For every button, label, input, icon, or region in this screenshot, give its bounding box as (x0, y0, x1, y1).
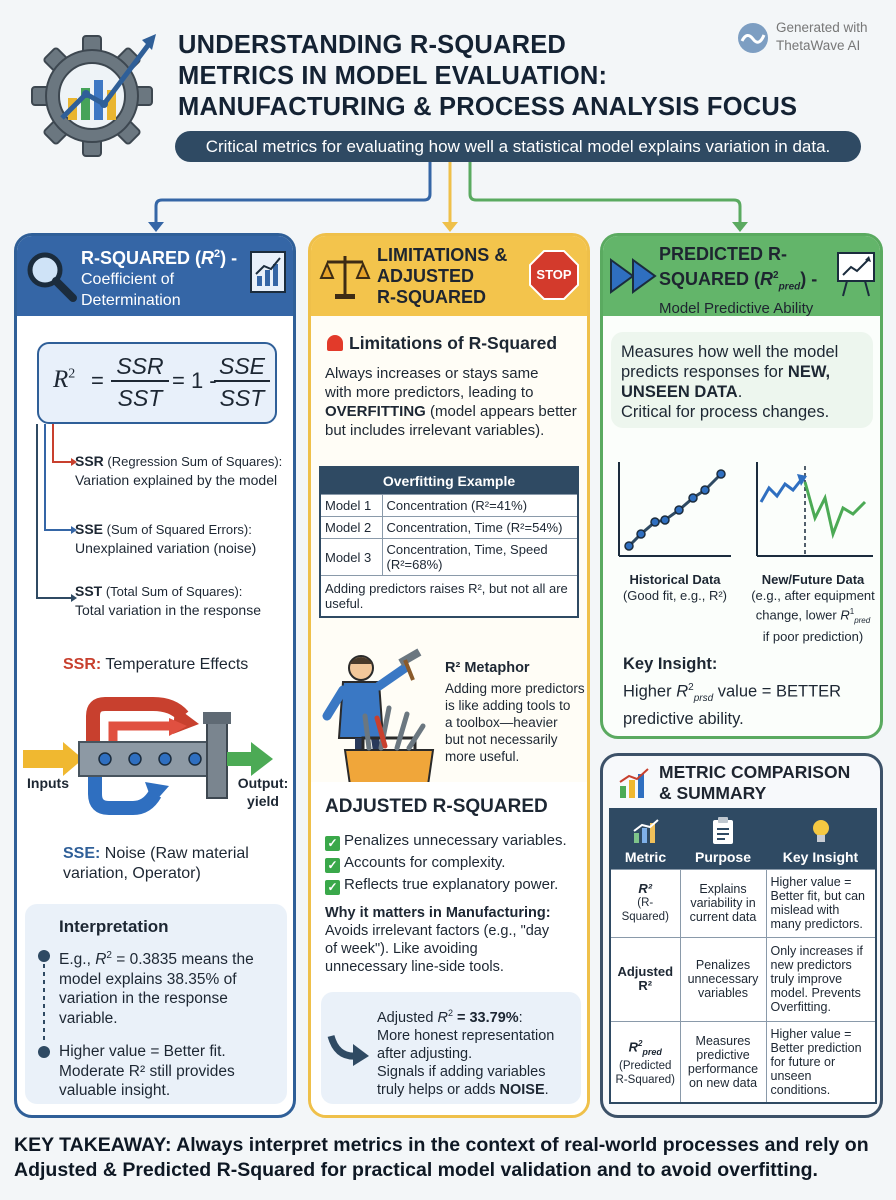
chart-icon (632, 819, 660, 845)
brand-logo-icon (736, 21, 770, 55)
bar-chart-icon (617, 766, 651, 800)
table-row: $R^2_{pred}$ (Predicted R-Squared) Measures predictive performance on new data Higher value = Better prediction for future or unseen conditions. (610, 1021, 876, 1103)
sse-diagram-label: SSE: Noise (Raw material variation, Operator) (63, 845, 249, 882)
historical-data-caption: Historical Data (Good fit, e.g., R²) (622, 572, 728, 603)
magnifier-icon (23, 248, 79, 304)
page-subtitle: Critical metrics for evaluating how well a statistical model explains variation in data. (175, 131, 861, 162)
check-icon: ✓ (325, 836, 340, 851)
sst-definition: SST (Total Sum of Squares): Total variation in the response (75, 583, 261, 618)
presentation-chart-icon (835, 250, 877, 298)
interpretation-box: Interpretation E.g., $R^2 = 0.3835$ means the model explains 38.35% of variation in the response variable. Higher value = Better fit. Moderate R² still provides valuable insight. (25, 904, 287, 1104)
limitations-text: Always increases or stays same with more predictors, leading to OVERFITTING (model appears better but includes irrelevant variables). (325, 365, 577, 439)
future-data-caption: New/Future Data (e.g., after equipment change, lower $R^1_{pred}$ if poor prediction) (751, 572, 875, 644)
chart-document-icon (249, 250, 289, 296)
comparison-table: Metric Purpose Key Insight R² (R-Squared) Explains variability in current data Higher value = Better fit, but can mislead with many predictors. Adjusted R² Penalizes unnecessary variables Only increases if new predictors truly improve model. Prevents Overfitting. $R^2_{pred}$ (Predicted R-Squared) Measures predictive performance on new data Higher value = Better prediction for future or unseen conditions. (609, 808, 877, 1104)
check-icon: ✓ (325, 880, 340, 895)
ssr-diagram-label: SSR: Temperature Effects (63, 656, 249, 673)
gear-chart-logo-icon (22, 28, 164, 160)
table-row: R² (R-Squared) Explains variability in current data Higher value = Better fit, but can mislead with many predictors. (610, 869, 876, 937)
scales-icon (319, 250, 371, 302)
check-icon: ✓ (325, 858, 340, 873)
fast-forward-icon (609, 256, 659, 296)
adjusted-bullets: ✓ Penalizes unnecessary variables. ✓ Accounts for complexity. ✓ Reflects true explanatory power. (325, 830, 567, 896)
key-insight: Key Insight: Higher $R^2_{prsd}$ value = BETTER predictive ability. (623, 655, 842, 728)
lightbulb-icon (809, 817, 833, 845)
curved-arrow-icon (327, 1028, 371, 1068)
historical-fit-chart (611, 458, 733, 568)
predicted-panel (600, 233, 883, 739)
adjusted-heading: ADJUSTED R-SQUARED (325, 796, 548, 817)
page-title: UNDERSTANDING R-SQUARED METRICS IN MODEL EVALUATION: MANUFACTURING & PROCESS ANALYSIS FOCUS (178, 31, 798, 121)
future-prediction-chart (749, 458, 877, 568)
r-squared-header: R-SQUARED $(R^2)$ - Coefficient of Determination (17, 236, 293, 316)
inputs-label: Inputs (27, 775, 69, 791)
sse-definition: SSE (Sum of Squared Errors): Unexplained variation (noise) (75, 521, 257, 556)
limitations-header: LIMITATIONS & ADJUSTED R-SQUARED STOP (311, 236, 587, 316)
key-takeaway: KEY TAKEAWAY: Always interpret metrics in the context of real-world processes and rely on Adjusted & Predicted R-Squared for practical model validation and to avoid overfitting. (14, 1134, 869, 1181)
table-row: Model 1 Concentration (R²=41%) (320, 495, 578, 517)
r-squared-formula: $R^2$ = SSR SST = 1 - SSE SST (37, 342, 277, 424)
metaphor-text: R² Metaphor Adding more predictors is like adding tools to a toolbox—heavier but not necessarily more useful. (445, 660, 585, 764)
output-label: Output: yield (237, 775, 289, 809)
manufacturing-note: Why it matters in Manufacturing: Avoids irrelevant factors (e.g., "day of week"). Like avoiding unnecessary line-side tools. (325, 905, 551, 975)
comparison-panel: METRIC COMPARISON & SUMMARY Metric Purpose Key Insight R² (R-Squared) Explains variability in current data Higher value = Better fit, but can mislead with many predictors. Adjusted R² Penalizes unnecessary variables Only increases if new predictors truly improve model. Prevents Overfitting. $R^2_{pred}$ (Predicted R-Squared) Measures predictive performance on new data Higher value = Better prediction for future or unseen conditions. (600, 753, 883, 1118)
worker-toolbox-icon (319, 646, 439, 796)
table-row: Model 3 Concentration, Time, Speed (R²=68%) (320, 539, 578, 576)
adjusted-value-box: Adjusted $R^2 = 33.79\%$: More honest representation after adjusting. Signals if adding variables truly helps or adds NOISE. (321, 992, 581, 1104)
stop-sign-icon: STOP (529, 250, 579, 300)
predicted-header: PREDICTED R- SQUARED $(R^2_{pred})$ - Model Predictive Ability (603, 236, 880, 316)
overfitting-table: Overfitting Example Model 1 Concentration (R²=41%) Model 2 Concentration, Time (R²=54%) Model 3 Concentration, Time, Speed (R²=68%) Adding predictors raises R², but not all are useful. (319, 466, 579, 618)
limitations-panel (308, 233, 590, 1118)
ssr-definition: SSR (Regression Sum of Squares): Variation explained by the model (75, 453, 283, 488)
r-squared-panel (14, 233, 296, 1118)
generated-badge: Generated with ThetaWave AI (736, 18, 886, 58)
table-row: Adjusted R² Penalizes unnecessary variables Only increases if new predictors truly improve model. Prevents Overfitting. (610, 937, 876, 1021)
limitations-heading: Limitations of R-Squared (327, 334, 557, 352)
process-pipeline-diagram (23, 676, 293, 836)
table-row: Model 2 Concentration, Time (R²=54%) (320, 517, 578, 539)
clipboard-icon (711, 817, 735, 845)
predicted-description: Measures how well the model predicts responses for NEW, UNSEEN DATA. Critical for process changes. (611, 332, 873, 428)
timeline-dots (37, 944, 51, 1064)
siren-icon (327, 335, 343, 351)
header-connectors (0, 160, 896, 234)
